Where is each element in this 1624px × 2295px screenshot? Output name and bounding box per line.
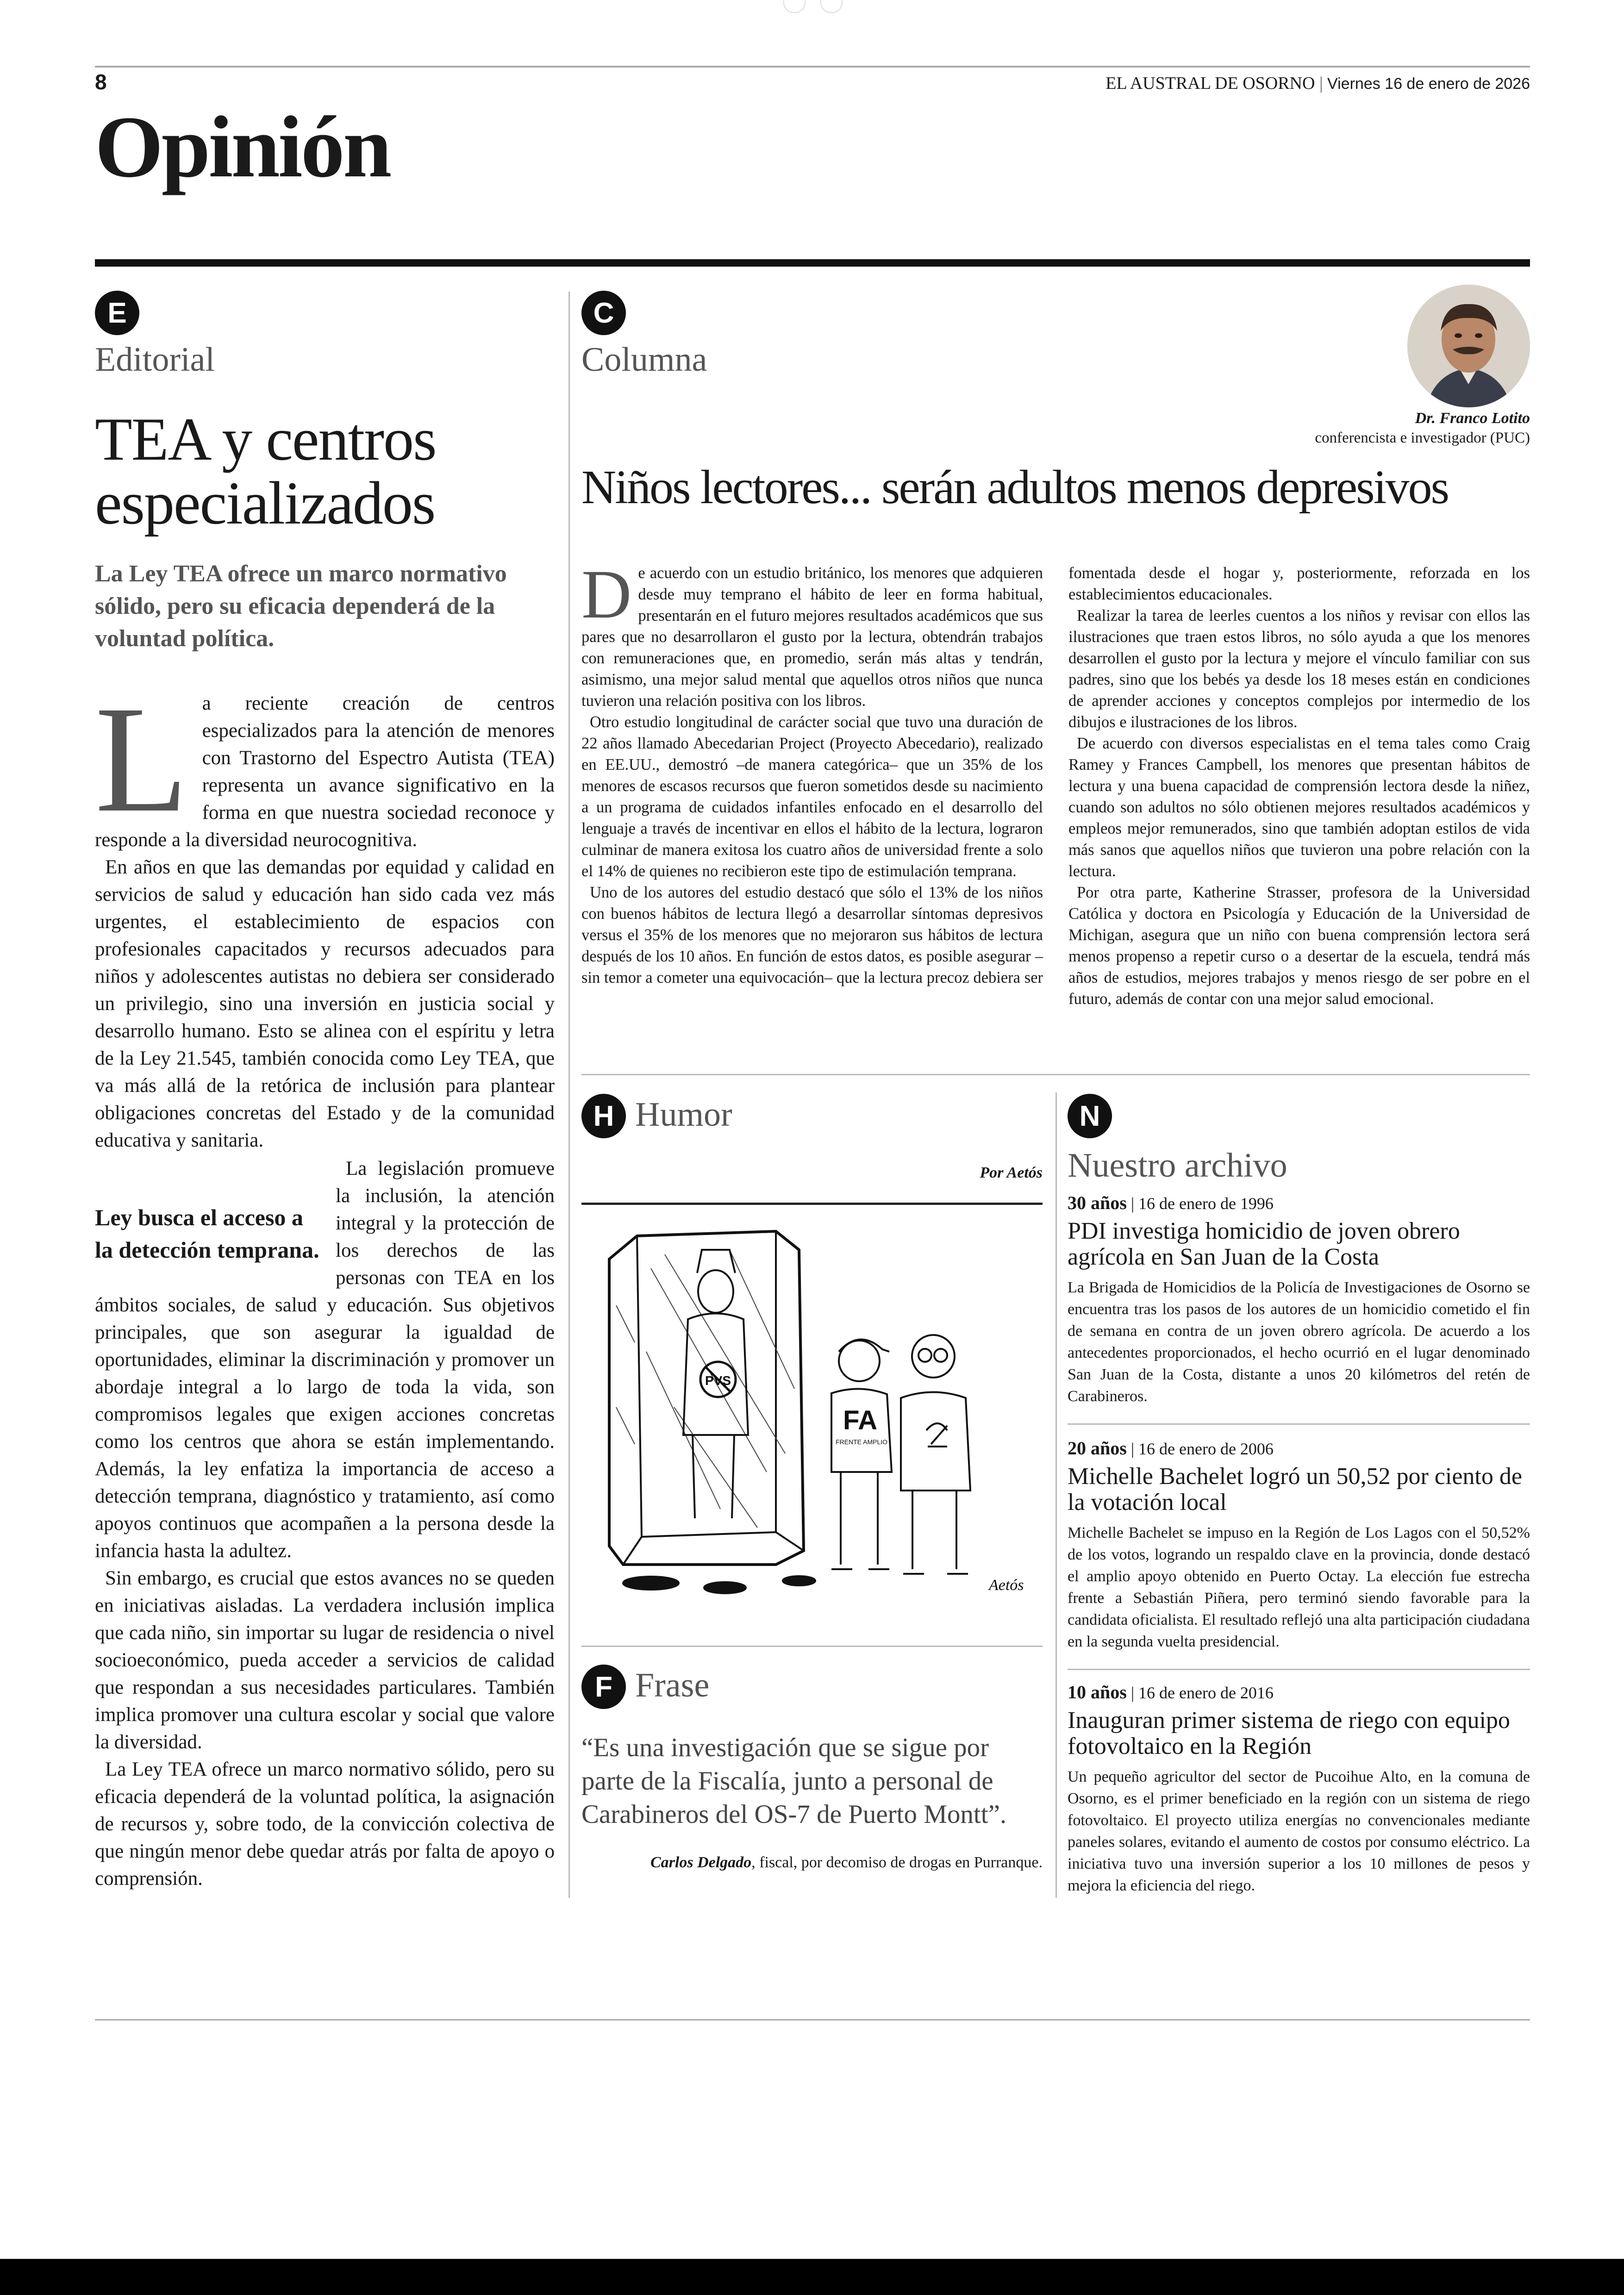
frase-author: Carlos Delgado [650, 1854, 752, 1871]
section-title: Opinión [95, 99, 390, 196]
humor-rule [581, 1203, 1043, 1205]
frase-quote: “Es una investigación que se sigue por parte de la Fiscalía, junto a personal de Carabineros del OS-7 de Puerto Montt”. [581, 1733, 1007, 1829]
editorial-paragraph: a reciente creación de centros especializados para la atención de menores con Trastorno del Espectro Autista (TEA) representa un avance significativo en la forma en que nuestra sociedad reconoce y responde a la diversidad neurocognitiva. [95, 692, 555, 851]
editorial-lead: La Ley TEA ofrece un marco normativo sólido, pero su eficacia dependerá de la voluntad política. [95, 561, 507, 652]
cartoon-label-fa: FA [843, 1405, 878, 1435]
archivo-date-text: 16 de enero de 1996 [1138, 1194, 1274, 1213]
column-bottom-rule [581, 1074, 1530, 1075]
editorial-paragraph: En años en que las demandas por equidad y calidad en servicios de salud y educación han sido cada vez más urgentes, el establecimiento de espacios con profesionales capacitados y recursos adecuados para niños y adolescentes autistas no debiera ser considerado un privilegio, sino una inversión en justicia social y desarrollo humano. Esto se alinea con el espíritu y letra de la Ley 21.545, también conocida como Ley TEA, que va más allá de la retórica de inclusión para plantear obligaciones concretas del Estado y de la comunidad educativa y sanitaria. [95, 856, 555, 1151]
cartoon-label-pvs: PVS [705, 1373, 731, 1388]
archivo-body: Michelle Bachelet se impuso en la Región de Los Lagos con el 50,52% de los votos, logrando un respaldo clave en la provincia, donde destacó el amplio apoyo obtenido en Puerto Octay. La elección fue estrecha frente a Sebastián Piñera, pero terminó siendo favorable para la candidata oficialista. El resultado reflejó una alta participación ciudadana en la segunda vuelta presidencial. [1068, 1524, 1530, 1650]
divider-lower-center [1056, 1092, 1057, 1898]
column-label: Columna [581, 341, 707, 379]
archivo-years: 10 años [1068, 1682, 1127, 1703]
humor-cartoon [581, 1213, 1043, 1597]
author-photo [1407, 285, 1530, 407]
page-indicator-dot [820, 0, 843, 13]
archivo-date: 30 años | 16 de enero de 1996 [1068, 1192, 1274, 1213]
cartoon-signature: Aetós [989, 1577, 1024, 1594]
editorial-paragraph [95, 1155, 555, 1565]
archivo-rule [1068, 1423, 1530, 1425]
page-number: 8 [95, 70, 107, 94]
section-thick-rule [95, 259, 1530, 267]
frase-author-desc: , fiscal, por decomiso de drogas en Purranque. [751, 1854, 1043, 1871]
archivo-headline: PDI investiga homicidio de joven obrero agrícola en San Juan de la Costa [1068, 1218, 1460, 1270]
editorial-paragraph-text: La legislación promueve la inclusión, la atención integral y la protección de los derechos de las personas con TEA en los ámbitos sociales, de salud y educación. Sus objetivos principales, que son asegurar la igualdad de oportunidades, eliminar la discriminación y promover un abordaje integral a lo largo de toda la vida, son compromisos legales que exigen acciones concretas como los centros que ahora se están implementando. Además, la ley enfatiza la importancia de acceso a detección temprana, diagnóstico y tratamiento, así como apoyos continuos que acompañen a la persona desde la infancia hasta la adultez. [95, 1158, 555, 1562]
archivo-badge: N [1068, 1094, 1112, 1138]
editorial-body [95, 675, 555, 1892]
divider-editorial-column [568, 292, 570, 1898]
editorial-pullquote: Ley busca el acceso a la detección temprana. [95, 1204, 319, 1263]
archivo-headline: Inauguran primer sistema de riego con equipo fotovoltaico en la Región [1068, 1707, 1510, 1759]
archivo-body: La Brigada de Homicidios de la Policía de Investigaciones de Osorno se encuentra tras los pasos de los autores de un homicidio cometido el fin de semana en contra de un joven obrero agrícola. De acuerdo a los antecedentes proporcionados, el hecho ocurrió en el lugar denominado San Juan de la Costa, distante a unos 20 kilómetros del retén de Carabineros. [1068, 1279, 1530, 1405]
archivo-date: 20 años | 16 de enero de 2006 [1068, 1438, 1274, 1459]
archivo-body: Un pequeño agricultor del sector de Pucoihue Alto, en la comuna de Osorno, es el primer beneficiado en la región con un sistema de riego fotovoltaico. El proyecto utiliza energías no convencionales mediante paneles solares, evitando el aumento de costos por consumo eléctrico. La iniciativa tuvo una inversión superior a los 10 millones de pesos y mejora la eficiencia del riego. [1068, 1768, 1530, 1894]
editorial-drop-cap: L [95, 675, 188, 844]
archivo-label: Nuestro archivo [1068, 1147, 1287, 1185]
frase-attribution [581, 1852, 1043, 1874]
archivo-date: 10 años | 16 de enero de 2016 [1068, 1682, 1274, 1703]
editorial-paragraph: Sin embargo, es crucial que estos avances no se queden en iniciativas aisladas. La verdadera inclusión implica que cada niño, sin importar su lugar de residencia o nivel socioeconómico, pueda acceder a servicios de calidad que respondan a sus necesidades particulares. También implica promover una cultura escolar y social que valore la diversidad. [95, 1567, 555, 1753]
archivo-item [1068, 1437, 1530, 1653]
archivo-years: 20 años [1068, 1438, 1127, 1459]
column-paragraph: Realizar la tarea de leerles cuentos a los niños y revisar con ellos las ilustraciones que traen estos libros, no sólo ayuda a que los menores desarrollen el gusto por la lectura y mejore el vínculo familiar con sus padres, sino que los bebés ya desde los 18 meses están en condiciones de aprender acciones y conceptos complejos por intermedio de los dibujos e ilustraciones de los libros. [1068, 607, 1530, 731]
column-paragraph: Otro estudio longitudinal de carácter social que tuvo una duración de 22 años llamado Abecedarian Project (Proyecto Abecedario), realizado en EE.UU., demostró –de manera categórica– que un 35% de los menores de escasos recursos que fueron sometidos desde su nacimiento a un programa de cuidados infantiles enfocado en el desarrollo del lenguaje a través de incentivar en ellos el hábito de la lectura, lograron culminar de manera exitosa los cuatro años de universidad frente a solo el 14% de quienes no recibieron este tipo de estimulación temprana. [581, 713, 1043, 880]
column-author-role: conferencista e investigador (PUC) [1315, 430, 1530, 446]
frase-badge: F [581, 1665, 626, 1709]
cartoon-label-frente-amplio: FRENTE AMPLIO [835, 1438, 888, 1446]
humor-label: Humor [635, 1096, 732, 1134]
editorial-paragraph: La Ley TEA ofrece un marco normativo sólido, pero su eficacia dependerá de la voluntad política, la asignación de recursos y, sobre todo, de la convicción colectiva de que ningún menor debe quedar atrás por falta de apoyo o comprensión. [95, 1759, 555, 1890]
editorial-headline: TEA y centros especializados [95, 405, 436, 537]
bottom-black-bar [0, 2259, 1624, 2295]
column-paragraph: De acuerdo con diversos especialistas en el tema tales como Craig Ramey y Frances Campbell, los menores que presentan hábitos de lectura y una buena capacidad de comprensión lectora desde la niñez, cuando son adultos no sólo obtienen mejores resultados académicos y empleos mejor remunerados, sino que también adoptan estilos de vida más sanos que aquellos niños que tuvieron una pobre relación con la lectura. [1068, 735, 1530, 880]
issue-date: Viernes 16 de enero de 2026 [1327, 75, 1530, 93]
column-paragraph: e acuerdo con un estudio británico, los menores que adquieren desde muy temprano el hábito de leer en forma habitual, presentarán en el futuro mejores resultados académicos que sus pares que no desarrollaron el gusto por la lectura, obtendrán trabajos con remuneraciones que, en promedio, serán más altas y tendrán, asimismo, una mejor salud mental que aquellos otros niños que nunca tuvieron una relación positiva con los libros. [581, 564, 1043, 710]
column-paragraph: Uno de los autores del estudio destacó que sólo el 13% de los niños con buenos hábitos de lectura llegó a desarrollar síntomas depresivos versus el 35% de los menores que no mejoraron sus hábitos de lectura después de los 10 años. En función de estos datos, es posible asegurar –sin temor a cometer una equivocación– que la lectura precoz debiera ser fomentada desde el hogar y, posteriormente, reforzada en los establecimientos educacionales. [581, 564, 1530, 986]
top-rule [95, 66, 1530, 68]
archivo-years: 30 años [1068, 1192, 1127, 1213]
column-paragraph: Por otra parte, Katherine Strasser, profesora de la Universidad Católica y doctora en Psicología y Educación de la Universidad de Michigan, asegura que un niño con buena comprensión lectora será menos propenso a repetir curso o a desertar de la escuela, tendrá más años de estudios, mejores trabajos y menos riesgo de ser pobre en el futuro, además de contar con una mejor salud emocional. [1068, 884, 1530, 1008]
editorial-label: Editorial [95, 341, 215, 379]
masthead: EL AUSTRAL DE OSORNO | Viernes 16 de enero de 2026 [1106, 74, 1530, 93]
frase-label: Frase [635, 1666, 710, 1704]
page-indicator-dot [783, 0, 806, 13]
editorial-badge: E [95, 291, 139, 335]
archivo-item [1068, 1192, 1530, 1407]
archivo-date-text: 16 de enero de 2016 [1138, 1684, 1274, 1702]
archivo-headline: Michelle Bachelet logró un 50,52 por ciento de la votación local [1068, 1463, 1522, 1515]
column-author-name: Dr. Franco Lotito [1415, 410, 1530, 427]
archivo-rule [1068, 1669, 1530, 1670]
column-body [581, 556, 1530, 1062]
column-drop-cap: D [581, 556, 632, 633]
column-badge: C [581, 291, 626, 335]
page-bottom-rule [95, 2019, 1530, 2021]
humor-badge: H [581, 1094, 626, 1138]
archivo-date-text: 16 de enero de 2006 [1138, 1440, 1274, 1458]
publication-name: EL AUSTRAL DE OSORNO [1106, 74, 1315, 93]
humor-bottom-rule [581, 1646, 1043, 1647]
humor-credit: Por Aetós [980, 1164, 1043, 1181]
column-headline: Niños lectores... serán adultos menos depresivos [581, 461, 1449, 514]
archivo-item [1068, 1681, 1530, 1896]
